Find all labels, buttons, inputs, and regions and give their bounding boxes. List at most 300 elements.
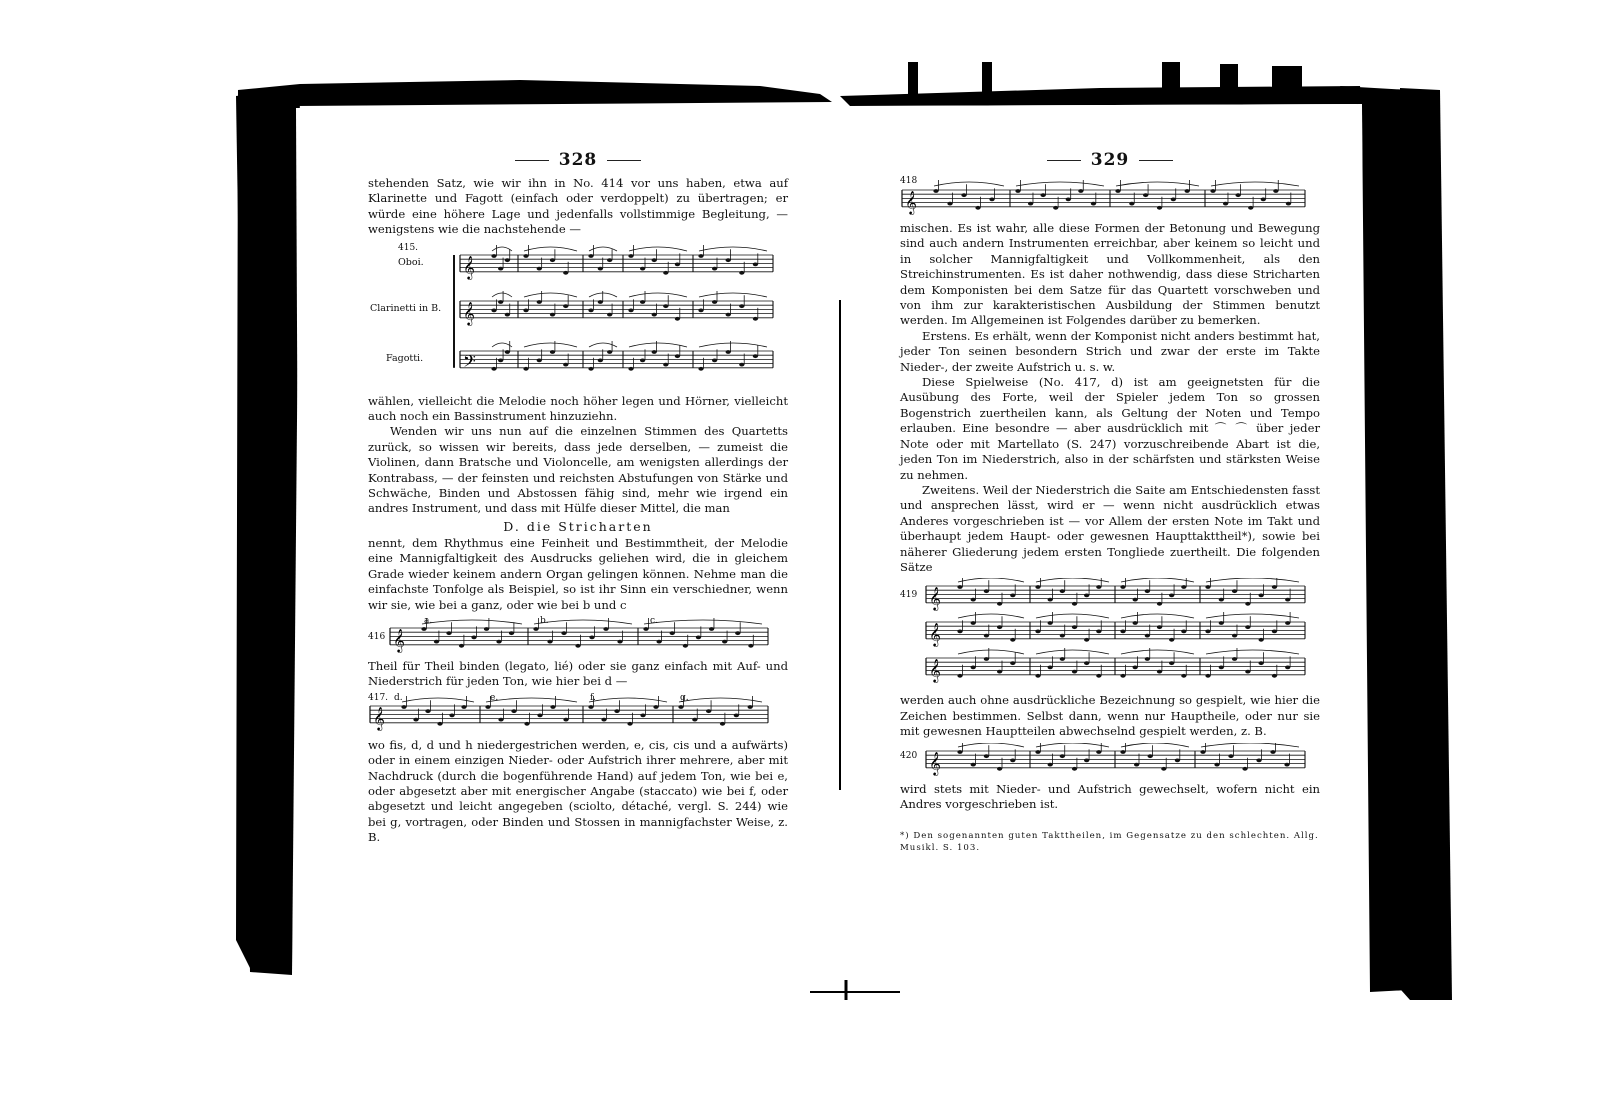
slur [1036, 743, 1109, 747]
note-head [1232, 657, 1237, 661]
note-head [957, 750, 962, 754]
note-head [1285, 598, 1290, 602]
note-head [712, 266, 717, 270]
note-head [533, 627, 538, 631]
note-head [1072, 602, 1077, 606]
note-head [485, 705, 490, 709]
music-example-417 [368, 693, 788, 735]
note-head [1169, 638, 1174, 642]
note-head [1161, 766, 1166, 770]
note-head [1010, 662, 1015, 666]
note-head [1219, 598, 1224, 602]
note-head [1035, 750, 1040, 754]
staff-418 [900, 176, 1320, 218]
note-head [1181, 630, 1186, 634]
slur [422, 620, 522, 624]
note-head [997, 670, 1002, 674]
note-head [675, 262, 680, 266]
clef-icon: 𝄞 [929, 750, 941, 775]
note-head [1060, 754, 1065, 758]
note-head [1285, 621, 1290, 625]
note-head [663, 271, 668, 275]
note-head [652, 312, 657, 316]
note-head [607, 312, 612, 316]
note-head [1157, 602, 1162, 606]
note-head [434, 640, 439, 644]
note-head [663, 304, 668, 308]
note-head [984, 590, 989, 594]
note-head [1145, 657, 1150, 661]
note-head [726, 350, 731, 354]
note-head [498, 358, 503, 362]
left-page [368, 150, 788, 846]
note-head [971, 621, 976, 625]
note-head [1232, 634, 1237, 638]
note-head [1214, 762, 1219, 766]
slur [524, 343, 577, 347]
note-head [550, 705, 555, 709]
note-head [957, 674, 962, 678]
note-head [696, 635, 701, 639]
note-head [947, 202, 952, 206]
note-head [1048, 621, 1053, 625]
slur [492, 247, 512, 251]
slur [524, 293, 577, 297]
note-head [505, 350, 510, 354]
note-head [1133, 666, 1138, 670]
note-head [1157, 626, 1162, 630]
note-head [537, 266, 542, 270]
slur [486, 698, 577, 702]
note-head [1157, 206, 1162, 210]
slur [1036, 650, 1109, 654]
note-head [1035, 674, 1040, 678]
part-label-oboi: Oboi. [398, 256, 424, 268]
note-head [706, 709, 711, 713]
slur [958, 650, 1024, 654]
paragraph-theil: Theil für Theil binden (legato, lié) oder sie ganz einfach mit Auf- und Niederstrich für jeden Ton, wie hier bei d — [368, 658, 788, 689]
slur [679, 698, 762, 702]
note-head [1169, 594, 1174, 598]
slur [1206, 650, 1299, 654]
note-head [563, 271, 568, 275]
note-head [971, 762, 976, 766]
note-head [1232, 590, 1237, 594]
note-head [640, 713, 645, 717]
note-head [739, 362, 744, 366]
slur [1201, 743, 1299, 747]
note-head [1048, 762, 1053, 766]
paragraph-wird: wird stets mit Nieder- und Aufstrich gewechselt, wofern nicht ein Andres vorgeschrieben ist. [900, 781, 1320, 811]
slur [589, 698, 667, 702]
note-head [1028, 202, 1033, 206]
clef-icon: 𝄞 [929, 658, 941, 683]
note-head [575, 644, 580, 648]
note-head [1120, 585, 1125, 589]
slur [1116, 182, 1199, 186]
note-head [1041, 193, 1046, 197]
note-head [601, 717, 606, 721]
paragraph-wenden: Wenden wir uns nun auf die einzelnen Stimmen des Quartetts zurück, so wissen wir bereits, dass jede derselben, — zumeist die Violinen, dann Bratsche und Violoncelle, am wenigsten allerdings der Kontrabass, — der feinsten und reichsten Abstufungen von Stärke und Schwäche, Binden und Abstossen fähig sind, mehr wie irgend ein andres Instrument, und dass mit Hülfe dieser Mittel, die man [368, 424, 788, 516]
paragraph-wo: wo fis, d, d und h niedergestrichen werden, e, cis, cis und a aufwärts) oder in einem einzigen Nieder- oder Aufstrich ihrer mehrere, aber mit Nachdruck (durch die bogenführende Hand) auf jedem Ton, wie bei e, oder abgesetzt aber mit energischer Angabe (staccato) wie bei f, oder abgesetzt und leicht angegeben (sciolto, détaché, vergl. S. 244) wie bei g, vortragen, oder Binden und Stossen in mannigfachster Weise, z. B. [368, 737, 788, 845]
note-head [678, 705, 683, 709]
note-head [1200, 750, 1205, 754]
slur [1121, 578, 1194, 582]
note-head [1134, 762, 1139, 766]
note-head [1078, 189, 1083, 193]
clef-icon: 𝄞 [463, 254, 475, 279]
note-head [1015, 189, 1020, 193]
note-head [537, 713, 542, 717]
example-number: 419 [900, 590, 918, 601]
note-head [1060, 634, 1065, 638]
note-head [1096, 630, 1101, 634]
note-head [1129, 202, 1134, 206]
note-head [1245, 670, 1250, 674]
staff [902, 180, 1305, 215]
note-head [698, 308, 703, 312]
paragraph-intro: stehenden Satz, wie wir ihn in No. 414 vor uns haben, etwa auf Klarinette und Fagott (einfach oder verdoppelt) zu übertragen; er würde eine höhere Lage und jedenfalls vollstimmige Begleitung, — wenigstens wie die nachstehende — [368, 176, 788, 237]
note-head [984, 754, 989, 758]
slur [1121, 650, 1194, 654]
note-head [657, 640, 662, 644]
note-head [1210, 189, 1215, 193]
note-head [1219, 621, 1224, 625]
note-head [1272, 630, 1277, 634]
note-head [523, 367, 528, 371]
note-head [748, 705, 753, 709]
part-label-fagotti: Fagotti. [386, 352, 424, 364]
note-head [1084, 758, 1089, 762]
slur [492, 343, 512, 347]
note-head [997, 766, 1002, 770]
note-head [663, 362, 668, 366]
note-head [709, 627, 714, 631]
staff [926, 578, 1305, 611]
note-head [698, 254, 703, 258]
note-head [491, 367, 496, 371]
note-head [459, 644, 464, 648]
slur [699, 247, 767, 251]
note-head [975, 206, 980, 210]
paragraph-erstens: Erstens. Es erhält, wenn der Komponist nicht anders bestimmt hat, jeder Ton seinen besondern Strich und zwar der erste im Takte Nieder-, der zweite Aufstrich u. s. w. [900, 328, 1320, 374]
note-head [421, 627, 426, 631]
note-head [1084, 638, 1089, 642]
note-head [1048, 598, 1053, 602]
note-head [628, 308, 633, 312]
page-number: 328 [368, 150, 788, 170]
note-head [961, 193, 966, 197]
note-head [753, 354, 758, 358]
slur [958, 614, 1024, 618]
note-head [735, 631, 740, 635]
staff [926, 612, 1305, 647]
slur [1206, 578, 1299, 582]
example-label-e: e. [490, 692, 499, 703]
note-head [734, 713, 739, 717]
note-head [588, 254, 593, 258]
staff [460, 341, 773, 375]
note-head [607, 350, 612, 354]
clef-icon: 𝄞 [929, 586, 941, 611]
music-example-420 [900, 743, 1320, 779]
note-head [1171, 198, 1176, 202]
staff [390, 615, 768, 653]
note-head [1181, 585, 1186, 589]
note-head [1010, 638, 1015, 642]
slur [958, 578, 1024, 582]
note-head [537, 300, 542, 304]
staff [926, 648, 1305, 683]
note-head [1248, 206, 1253, 210]
note-head [588, 367, 593, 371]
note-head [588, 705, 593, 709]
note-head [1060, 590, 1065, 594]
note-head [712, 358, 717, 362]
clef-icon: 𝄞 [393, 627, 405, 652]
slur [534, 620, 632, 624]
note-head [957, 630, 962, 634]
note-head [505, 312, 510, 316]
staff [926, 743, 1305, 776]
note-head [511, 709, 516, 713]
note-head [484, 627, 489, 631]
paragraph-zweitens: Zweitens. Weil der Niederstrich die Saite am Entschiedensten fasst und ansprechen lässt, wird er — wenn nicht ausdrücklich etwas Anderes vorgeschrieben ist — vor Allem der ersten Note im Takt und überhaupt jedem Haupt- oder gewesnen Haupttakttheil*), sowie bei näherer Gliederung jedem ersten Tongliede zuertheilt. Die folgenden Sätze [900, 482, 1320, 574]
note-head [1145, 590, 1150, 594]
note-head [997, 602, 1002, 606]
note-head [1228, 754, 1233, 758]
note-head [984, 634, 989, 638]
note-head [498, 717, 503, 721]
note-head [1133, 621, 1138, 625]
note-head [670, 631, 675, 635]
note-head [1286, 202, 1291, 206]
slur [1206, 614, 1299, 618]
example-label-g: g. [680, 692, 689, 703]
note-head [628, 254, 633, 258]
note-head [1091, 202, 1096, 206]
slur [629, 293, 687, 297]
example-label-b: b. [540, 615, 549, 626]
note-head [997, 626, 1002, 630]
slur [699, 293, 767, 297]
music-example-415 [368, 241, 788, 391]
note-head [1270, 750, 1275, 754]
note-head [627, 722, 632, 726]
paragraph-after-415: wählen, vielleicht die Melodie noch höher legen und Hörner, vielleicht auch noch ein Bassinstrument hinzuziehn. [368, 393, 788, 424]
note-head [598, 358, 603, 362]
slur [934, 182, 1004, 186]
note-head [628, 367, 633, 371]
note-head [1205, 585, 1210, 589]
note-head [640, 300, 645, 304]
note-head [1145, 634, 1150, 638]
note-head [675, 354, 680, 358]
note-head [652, 350, 657, 354]
note-head [683, 644, 688, 648]
note-head [524, 722, 529, 726]
note-head [1185, 189, 1190, 193]
note-head [563, 304, 568, 308]
note-head [563, 717, 568, 721]
note-head [1272, 585, 1277, 589]
note-head [547, 640, 552, 644]
note-head [537, 358, 542, 362]
note-head [739, 304, 744, 308]
music-example-418 [900, 176, 1320, 218]
staff [460, 291, 773, 326]
note-head [498, 266, 503, 270]
slur [1036, 578, 1109, 582]
staff-420 [900, 743, 1320, 779]
note-head [425, 709, 430, 713]
staff-417 [368, 693, 788, 735]
note-head [1256, 758, 1261, 762]
note-head [563, 362, 568, 366]
note-head [1157, 670, 1162, 674]
page-number: 329 [900, 150, 1320, 170]
note-head [1072, 670, 1077, 674]
example-number: 416 [368, 631, 386, 642]
note-head [712, 300, 717, 304]
note-head [1048, 666, 1053, 670]
paragraph-diese: Diese Spielweise (No. 417, d) ist am geeignetsten für die Ausübung des Forte, weil der Spieler jedem Ton so grossen Bogenstrich zuertheilen kann, als Geltung der Noten und Tempo erlauben. Eine besondre — aber ausdrücklich mit ⌒ ⌒ über jeder Note oder mit Martellato (S. 247) vorzuschreibende Abart ist die, jeden Ton im Niederstrich, also in der schärfsten und stärksten Weise zu nehmen. [900, 375, 1320, 482]
slur [629, 247, 687, 251]
paragraph-werden: werden auch ohne ausdrückliche Bezeichnung so gespielt, wie hier die Zeichen bestimmen. Selbst dann, wenn nur Hauptheile, oder nur sie mit gewesnen Hauptteilen abwechselnd gespielt werden, z. B. [900, 693, 1320, 739]
note-head [496, 640, 501, 644]
note-head [413, 717, 418, 721]
note-head [1205, 674, 1210, 678]
slur [1121, 743, 1189, 747]
note-head [617, 640, 622, 644]
music-example-419 [900, 578, 1320, 690]
note-head [692, 717, 697, 721]
slur [644, 620, 762, 624]
slur [629, 343, 687, 347]
note-head [1169, 662, 1174, 666]
note-head [1096, 585, 1101, 589]
note-head [471, 635, 476, 639]
note-head [1096, 750, 1101, 754]
note-head [1010, 758, 1015, 762]
note-head [1072, 766, 1077, 770]
note-head [957, 585, 962, 589]
note-head [1242, 766, 1247, 770]
note-head [437, 722, 442, 726]
note-head [523, 308, 528, 312]
note-head [1072, 626, 1077, 630]
note-head [1175, 758, 1180, 762]
note-head [607, 258, 612, 262]
note-head [1035, 585, 1040, 589]
note-head [722, 640, 727, 644]
slur [699, 343, 767, 347]
example-label-d: d. [394, 692, 403, 703]
example-number: 418 [900, 176, 918, 186]
note-head [498, 300, 503, 304]
note-head [1205, 630, 1210, 634]
slur [1016, 182, 1104, 186]
clef-icon: 𝄞 [905, 189, 917, 214]
example-number: 415. [398, 242, 419, 253]
note-head [401, 705, 406, 709]
note-head [491, 254, 496, 258]
note-head [1261, 198, 1266, 202]
note-head [505, 258, 510, 262]
score-system-415 [368, 241, 788, 391]
slur [958, 743, 1024, 747]
note-head [1010, 594, 1015, 598]
note-head [1181, 674, 1186, 678]
note-head [461, 705, 466, 709]
note-head [1120, 750, 1125, 754]
note-head [561, 631, 566, 635]
note-head [1096, 674, 1101, 678]
note-head [748, 644, 753, 648]
note-head [698, 367, 703, 371]
note-head [1223, 202, 1228, 206]
clef-icon: 𝄞 [929, 622, 941, 647]
slur [524, 247, 577, 251]
slur [1211, 182, 1299, 186]
note-head [1219, 666, 1224, 670]
slur [402, 698, 474, 702]
note-head [550, 350, 555, 354]
note-head [1120, 630, 1125, 634]
note-head [1272, 674, 1277, 678]
note-head [726, 258, 731, 262]
note-head [523, 254, 528, 258]
footnote: *) Den sogenannten guten Takttheilen, im Gegensatze zu den schlechten. Allg. Musikl. S. 103. [900, 831, 1319, 854]
paragraph-nennt: nennt, dem Rhythmus eine Feinheit und Bestimmtheit, der Melodie eine Mannigfaltigkeit des Ausdrucks geliehen wird, die in gleichem Grade wieder keinem andern Organ gelingen können. Nehme man die einfachste Tonfolge als Beispiel, so ist ihr Sinn ein verschiedner, wenn wir sie, wie bei a ganz, oder wie bei b und c [368, 535, 788, 612]
note-head [1259, 594, 1264, 598]
note-head [1120, 674, 1125, 678]
note-head [1053, 206, 1058, 210]
note-head [933, 189, 938, 193]
note-head [753, 317, 758, 321]
part-label-clarinetti: Clarinetti in B. [370, 302, 442, 314]
note-head [640, 358, 645, 362]
slur [589, 343, 617, 347]
note-head [675, 317, 680, 321]
note-head [1084, 662, 1089, 666]
slur [1121, 614, 1194, 618]
note-head [491, 308, 496, 312]
clef-icon: 𝄞 [373, 705, 385, 730]
right-page [900, 150, 1320, 854]
note-head [1245, 602, 1250, 606]
note-head [550, 258, 555, 262]
note-head [598, 266, 603, 270]
note-head [753, 262, 758, 266]
example-number: 417. [368, 692, 389, 703]
note-head [1035, 630, 1040, 634]
staff [460, 245, 773, 280]
note-head [1285, 666, 1290, 670]
note-head [1259, 662, 1264, 666]
note-head [589, 635, 594, 639]
note-head [550, 312, 555, 316]
staff-system-419 [900, 578, 1320, 690]
note-head [1245, 626, 1250, 630]
clef-icon: 𝄢 [463, 350, 476, 375]
note-head [1066, 198, 1071, 202]
example-label-a: a. [424, 615, 433, 626]
note-head [640, 266, 645, 270]
note-head [1259, 638, 1264, 642]
note-head [598, 300, 603, 304]
note-head [726, 312, 731, 316]
